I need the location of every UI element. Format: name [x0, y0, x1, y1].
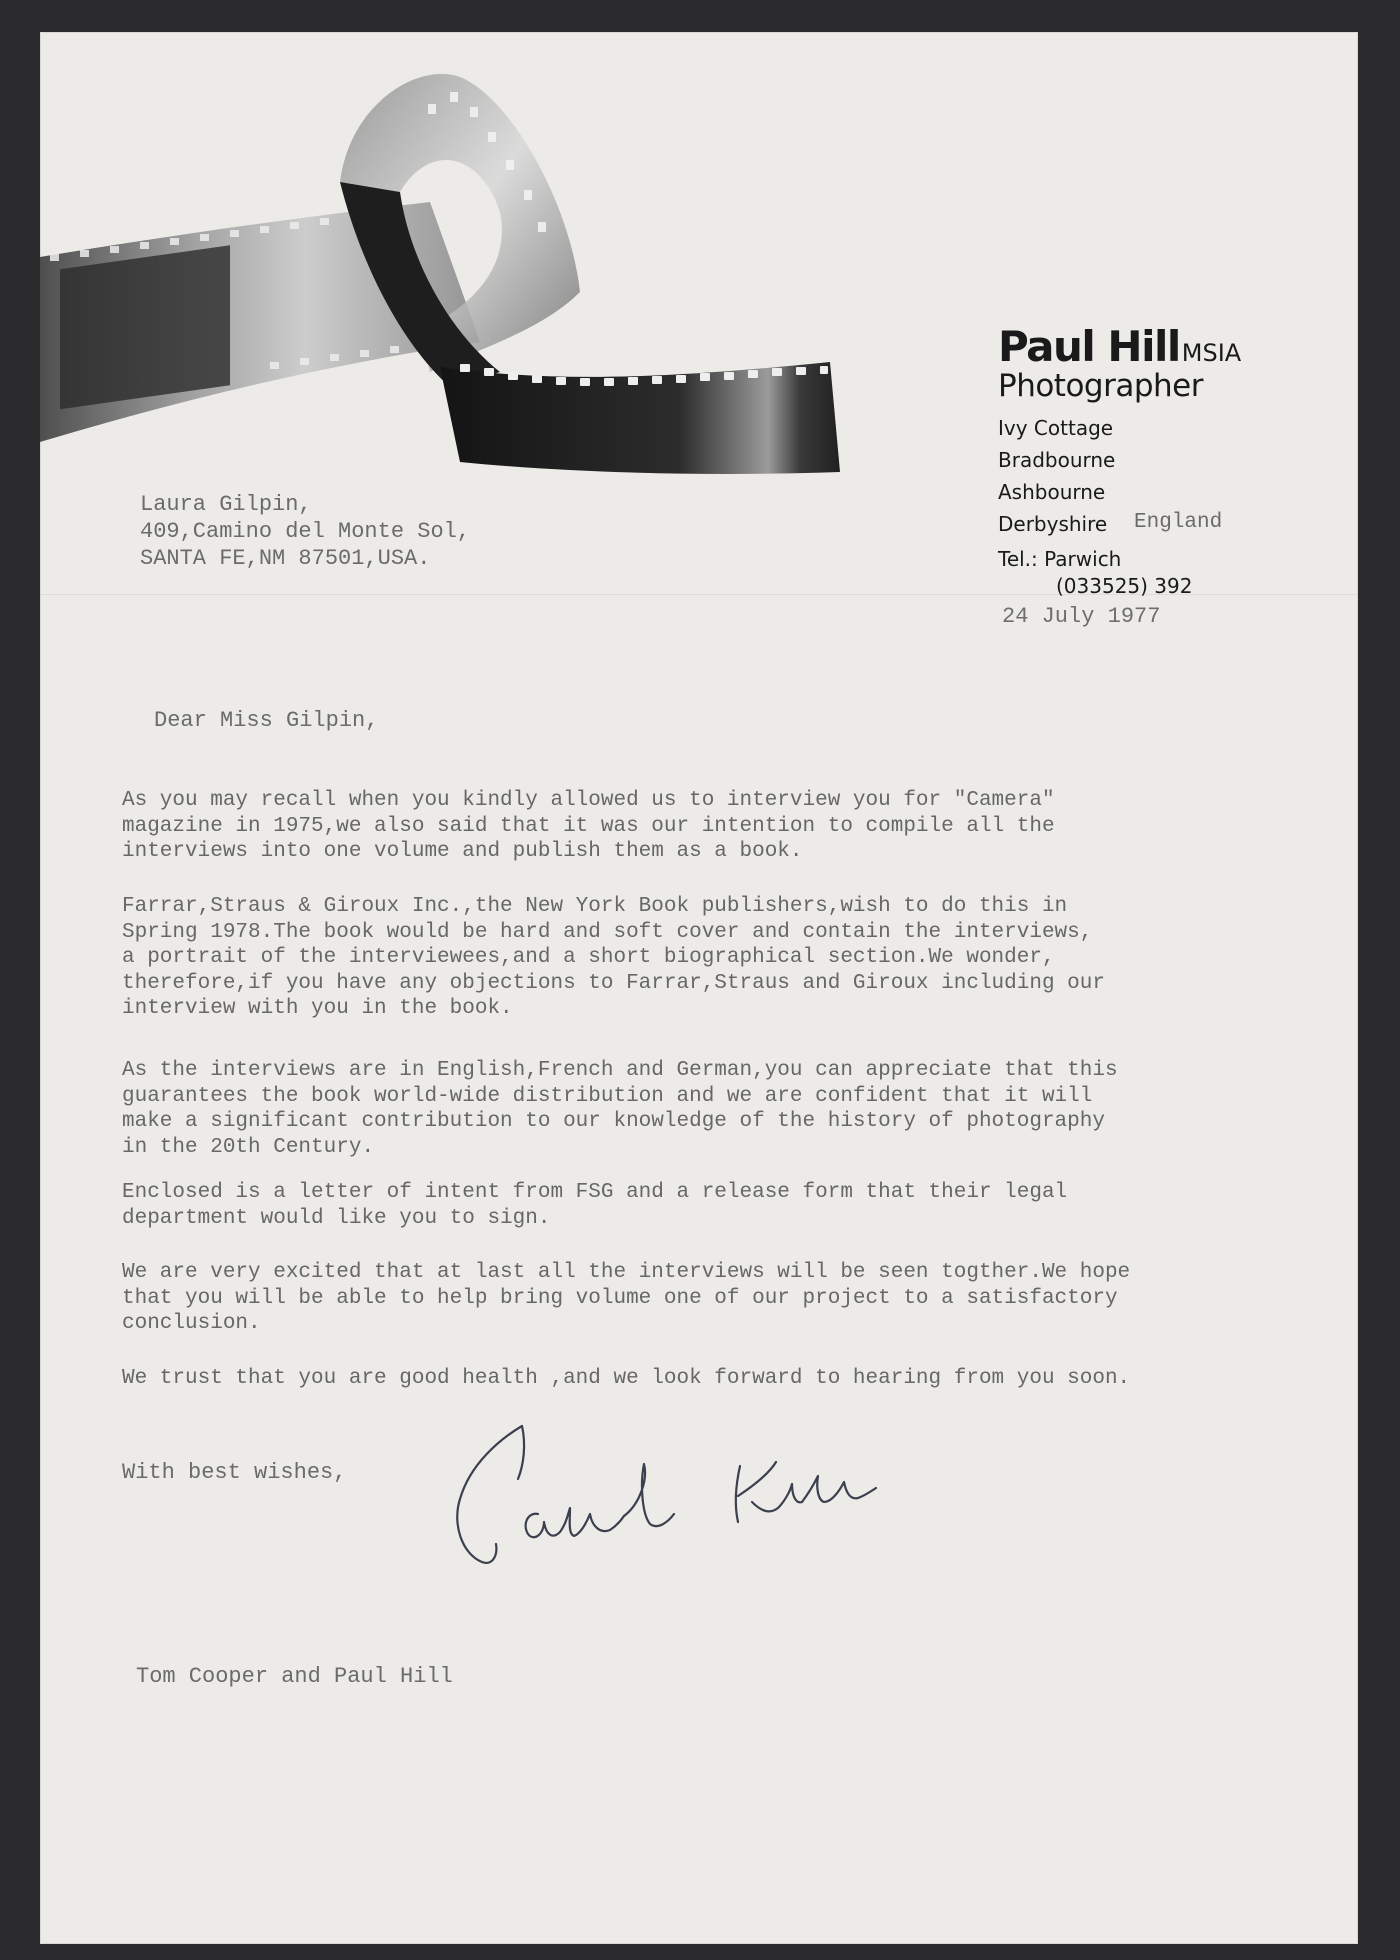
recipient-name: Laura Gilpin,	[140, 492, 312, 517]
signatories: Tom Cooper and Paul Hill	[136, 1664, 453, 1689]
body-paragraph-6: We trust that you are good health ,and we look forward to hearing from you soon.	[122, 1367, 1131, 1390]
recipient-street: 409,Camino del Monte Sol,	[140, 519, 471, 544]
recipient-city: SANTA FE,NM 87501,USA.	[140, 546, 431, 571]
body-paragraph-1: As you may recall when you kindly allowed us to interview you for "Camera" magazine in 1975,we also said that it was our intention to compile all the interviews into one volume and publish them as a book.	[122, 789, 1055, 863]
body-paragraph-3: As the interviews are in English,French and German,you can appreciate that this guarantees the book world-wide distribution and we are confident that it will make a significant contribution to our knowledge of the history of photography in the 20th Century.	[122, 1059, 1118, 1159]
letter-date: 24 July 1977	[1002, 604, 1161, 629]
letterhead-address-line-4: Derbyshire	[998, 512, 1108, 536]
letterhead-name-suffix: MSIA	[1181, 339, 1242, 367]
letter-page	[40, 32, 1358, 1944]
film-strip-logo	[40, 32, 1358, 512]
letterhead-address-line-1: Ivy Cottage	[998, 416, 1114, 440]
letterhead-address-line-3: Ashbourne	[998, 480, 1106, 504]
letterhead-name-text: Paul Hill	[998, 322, 1180, 371]
signature	[440, 1384, 900, 1574]
letterhead-profession: Photographer	[998, 368, 1203, 404]
body-paragraph-2: Farrar,Straus & Giroux Inc.,the New York Book publishers,wish to do this in Spring 1978.The book would be hard and soft cover and contain the interviews, a portrait of the interviewees,and a short biographical section.We wonder, therefore,if you have any objections to Farrar,Straus and Giroux including our interview with you in the book.	[122, 895, 1105, 1020]
letterhead-name	[998, 322, 1241, 371]
body-paragraph-5: We are very excited that at last all the interviews will be seen togther.We hope that you will be able to help bring volume one of our project to a satisfactory conclusion.	[122, 1261, 1131, 1335]
closing: With best wishes,	[122, 1460, 347, 1485]
body-paragraph-4: Enclosed is a letter of intent from FSG and a release form that their legal department would like you to sign.	[122, 1181, 1068, 1230]
letterhead-tel-number: (033525) 392	[1056, 574, 1193, 598]
salutation: Dear Miss Gilpin,	[154, 708, 379, 733]
letterhead-country-typed: England	[1134, 511, 1223, 534]
letterhead-address-line-2: Bradbourne	[998, 448, 1116, 472]
letterhead-tel-label: Tel.: Parwich	[998, 547, 1122, 571]
